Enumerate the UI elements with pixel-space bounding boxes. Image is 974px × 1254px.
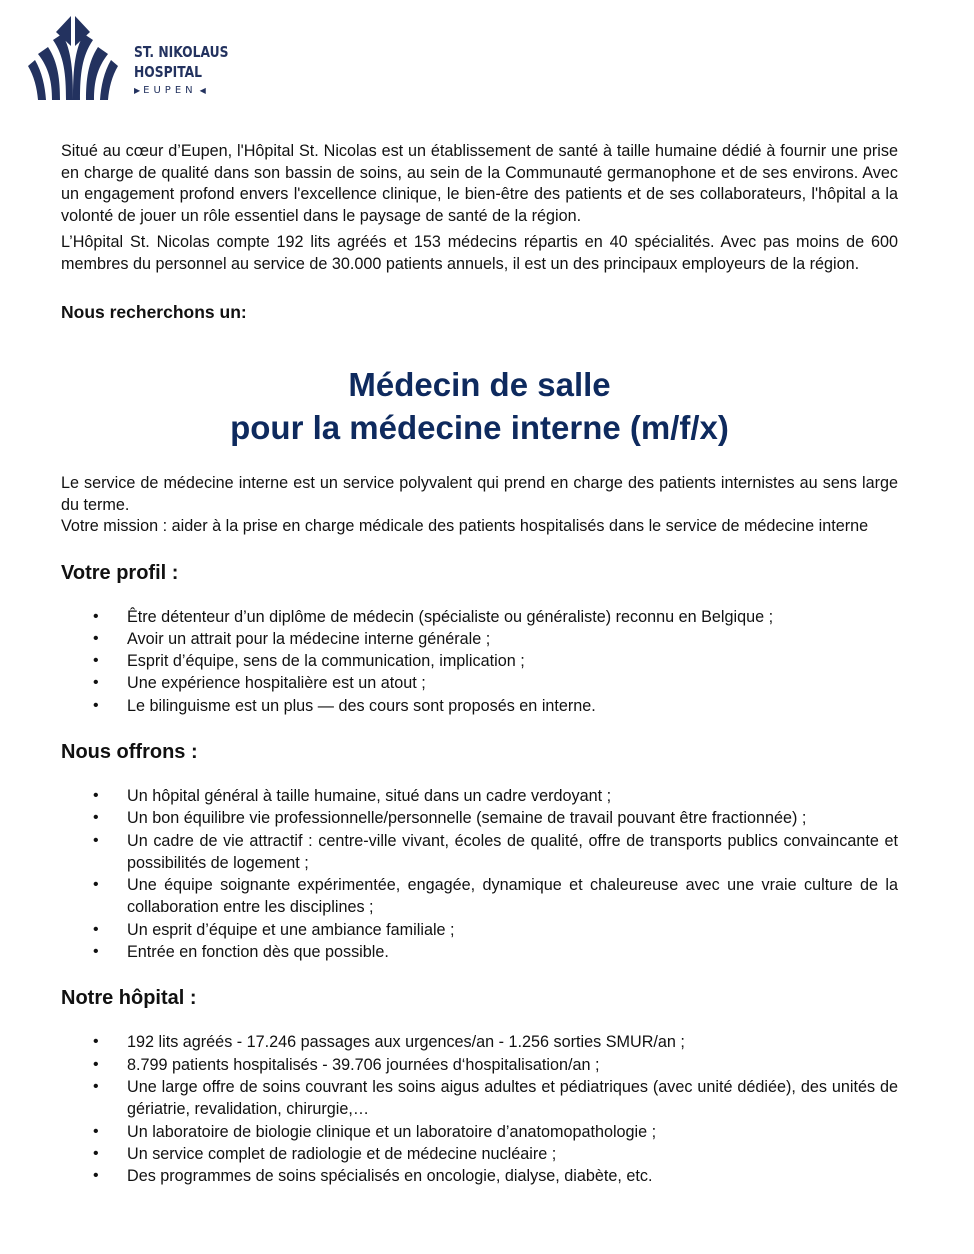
logo-wordmark	[134, 42, 249, 96]
list-item: • Une expérience hospitalière est un atout ;	[61, 672, 898, 694]
list-item: • Être détenteur d’un diplôme de médecin (spécialiste ou généraliste) reconnu en Belgique ;	[61, 606, 898, 628]
profile-list	[61, 606, 898, 717]
list-item: • 8.799 patients hospitalisés - 39.706 journées d‘hospitalisation/an ;	[61, 1054, 898, 1076]
section-heading-profile: Votre profil :	[61, 561, 179, 584]
intro-paragraph: Situé au cœur d’Eupen, l'Hôpital St. Nicolas est un établissement de santé à taille humaine dédié à fournir une prise en charge de qualité dans son bassin de soins, au sein de la Communauté germanophone et de ses environs. Avec un engagement profond envers l'excellence clinique, le bien-être des patients et de ses collaborateurs, l'hôpital a la volonté de jouer un rôle essentiel dans le paysage de santé de la région.	[61, 142, 898, 225]
list-item: • Un laboratoire de biologie clinique et un laboratoire d’anatomopathologie ;	[61, 1121, 898, 1143]
list-item: • Avoir un attrait pour la médecine interne générale ;	[61, 628, 898, 650]
logo-city-label: EUPEN	[143, 85, 197, 96]
mission-text: Votre mission : aider à la prise en charge médicale des patients hospitalisés dans le service de médecine interne	[61, 517, 869, 535]
list-item: • Le bilinguisme est un plus — des cours sont proposés en interne.	[61, 695, 898, 717]
list-item: • Une large offre de soins couvrant les soins aigus adultes et pédiatriques (avec unité dédiée), des unités de gériatrie, revalidation, chirurgie,…	[61, 1076, 898, 1121]
lead-text: Nous recherchons un:	[61, 302, 247, 322]
triangle-left-icon: ◀	[199, 86, 206, 95]
list-item: • Un cadre de vie attractif : centre-ville vivant, écoles de qualité, offre de transports publics convaincante et possibilités de logement ;	[61, 830, 898, 875]
list-item: • Entrée en fonction dès que possible.	[61, 941, 898, 963]
job-title-line1: Médecin de salle	[348, 366, 611, 403]
list-item: • 192 lits agréés - 17.246 passages aux urgences/an - 1.256 sorties SMUR/an ;	[61, 1031, 898, 1053]
logo-name-line1: ST. NIKOLAUS	[134, 43, 229, 61]
section-heading-offer: Nous offrons :	[61, 740, 198, 763]
logo-city	[134, 85, 249, 96]
list-item: • Un service complet de radiologie et de médecine nucléaire ;	[61, 1143, 898, 1165]
hospital-list	[61, 1031, 898, 1187]
list-item: • Un hôpital général à taille humaine, situé dans un cadre verdoyant ;	[61, 785, 898, 807]
job-title-line2: pour la médecine interne (m/f/x)	[230, 409, 729, 446]
section-heading-hospital: Notre hôpital :	[61, 987, 197, 1010]
list-item: • Une équipe soignante expérimentée, engagée, dynamique et chaleureuse avec une vraie culture de la collaboration entre les disciplines ;	[61, 874, 898, 919]
logo-name-line2: HOSPITAL	[134, 63, 202, 81]
list-item: • Un esprit d’équipe et une ambiance familiale ;	[61, 919, 898, 941]
list-item: • Des programmes de soins spécialisés en oncologie, dialyse, diabète, etc.	[61, 1165, 898, 1187]
service-description-text: Le service de médecine interne est un service polyvalent qui prend en charge des patients internistes au sens large du terme.	[61, 474, 898, 514]
service-description	[61, 473, 898, 538]
intro-paragraph: L’Hôpital St. Nicolas compte 192 lits agréés et 153 médecins répartis en 40 spécialités. Avec pas moins de 600 membres du personnel au service de 30.000 patients annuels, il est un des principaux employeurs de la région.	[61, 233, 898, 273]
triangle-right-icon: ▶	[134, 86, 141, 95]
document-body	[61, 141, 898, 1187]
job-title	[61, 363, 898, 449]
list-item: • Esprit d’équipe, sens de la communication, implication ;	[61, 650, 898, 672]
offer-list	[61, 785, 898, 963]
list-item: • Un bon équilibre vie professionnelle/personnelle (semaine de travail pouvant être fractionnée) ;	[61, 807, 898, 829]
hospital-logo-icon	[26, 14, 120, 102]
